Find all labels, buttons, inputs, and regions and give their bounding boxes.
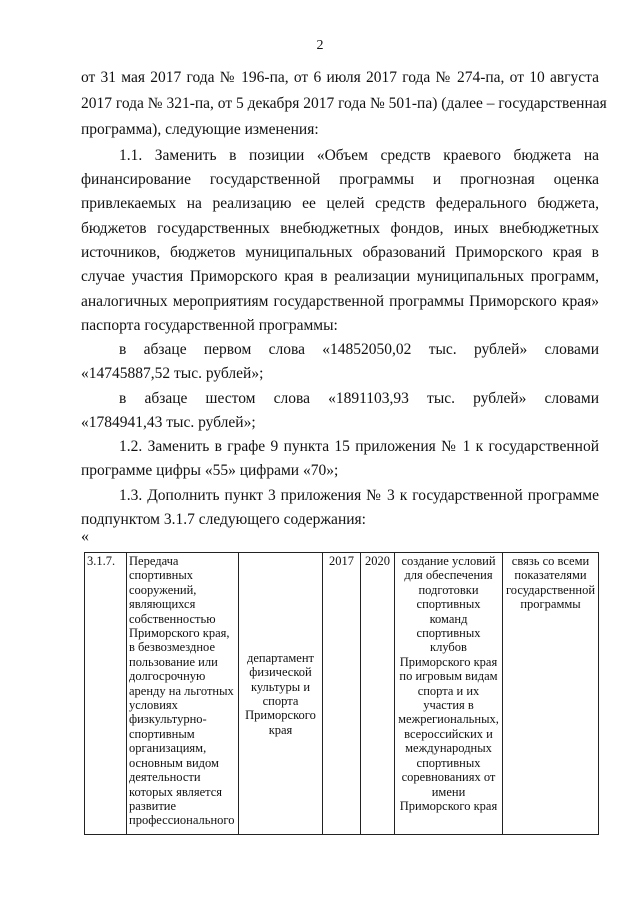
- measure-line: физкультурно-: [129, 712, 207, 727]
- result-line: всероссийских и: [404, 726, 493, 741]
- paragraph-line: «14745887,52 тыс. рублей»;: [81, 365, 264, 382]
- paragraph-line: бюджетов государственных внебюджетных фондов, иных внебюджетных: [81, 220, 599, 237]
- paragraph-line: привлекаемых на реализацию ее целей средств федерального бюджета,: [81, 195, 599, 212]
- department-line: края: [268, 722, 293, 737]
- paragraph-line: от 31 мая 2017 года № 196-па, от 6 июля 2017 года № 274-па, от 10 августа: [81, 69, 599, 86]
- measure-line: сооружений,: [129, 582, 197, 597]
- quote-open-mark: «: [81, 528, 89, 545]
- result-line: межрегиональных,: [398, 712, 499, 727]
- result-line: соревнованиях от: [401, 770, 496, 785]
- result-line: спортивных: [416, 755, 481, 770]
- measure-line: спортивным: [129, 726, 195, 741]
- result-line: спортивных: [416, 626, 481, 641]
- measure-line: развитие: [129, 798, 177, 813]
- result-line: подготовки: [418, 582, 479, 597]
- result-line: создание условий: [401, 554, 496, 568]
- measure-line: деятельности: [129, 770, 201, 785]
- measure-line: пользование или: [129, 654, 218, 669]
- result-line: клубов: [430, 640, 467, 655]
- measure-line: профессионального: [129, 813, 235, 828]
- table-row: [85, 553, 599, 835]
- measure-line: условиях: [129, 698, 178, 713]
- page-number: 2: [316, 38, 324, 53]
- result-line: Приморского края: [399, 798, 498, 813]
- indicator-line: государственной: [505, 582, 596, 597]
- paragraph-line: 2017 года № 321-па, от 5 декабря 2017 года № 501-па) (далее – государственная: [81, 95, 607, 112]
- paragraph-line: 1.2. Заменить в графе 9 пункта 15 приложения № 1 к государственной: [119, 438, 599, 455]
- measure-cell: [127, 553, 239, 835]
- year-end-cell: 2020: [361, 553, 395, 835]
- measure-line: организациям,: [129, 741, 207, 756]
- result-line: участия в: [423, 698, 474, 713]
- paragraph-line: 1.3. Дополнить пункт 3 приложения № 3 к государственной программе: [119, 487, 599, 504]
- year-start-cell: 2017: [323, 553, 361, 835]
- result-line: имени: [431, 784, 466, 799]
- paragraph-line: случае участия Приморского края в реализации муниципальных программ,: [81, 268, 599, 285]
- paragraph-line: источников, бюджетов муниципальных образований Приморского края в: [81, 244, 599, 261]
- paragraph-line: финансирование государственной программы и прогнозная оценка: [81, 171, 599, 188]
- indicator-line: программы: [520, 597, 581, 612]
- paragraph-line: паспорта государственной программы:: [81, 317, 338, 334]
- result-line: международных: [405, 741, 492, 756]
- measure-line: основным видом: [129, 755, 219, 770]
- measure-line: аренду на льготных: [129, 683, 234, 698]
- department-line: спорта: [262, 694, 299, 708]
- result-line: спортивных: [416, 597, 481, 612]
- result-line: по игровым видам: [399, 669, 498, 684]
- measure-line: являющихся: [129, 597, 196, 612]
- result-line: команд: [429, 611, 468, 626]
- result-line: для обеспечения: [404, 568, 493, 583]
- department-line: физической: [249, 665, 312, 680]
- paragraph-line: 1.1. Заменить в позиции «Объем средств краевого бюджета на: [119, 147, 599, 164]
- paragraph-line: программа), следующие изменения:: [81, 121, 319, 138]
- item-number-cell: 3.1.7.: [85, 553, 127, 835]
- measure-line: Передача: [129, 554, 179, 568]
- paragraph-line: в абзаце первом слова «14852050,02 тыс. рублей» словами: [119, 341, 599, 358]
- paragraph-line: подпунктом 3.1.7 следующего содержания:: [81, 511, 366, 528]
- measure-line: которых является: [129, 784, 223, 799]
- department-line: Приморского: [245, 708, 316, 723]
- measure-line: собственностью: [129, 611, 216, 626]
- measure-line: долгосрочную: [129, 669, 206, 684]
- department-cell: [239, 553, 323, 835]
- indicator-cell: [503, 553, 599, 835]
- result-cell: [395, 553, 503, 835]
- measure-line: в безвозмездное: [129, 640, 216, 655]
- measure-line: спортивных: [129, 568, 193, 583]
- paragraph-line: «1784941,43 тыс. рублей»;: [81, 414, 256, 431]
- paragraph-line: в абзаце шестом слова «1891103,93 тыс. рублей» словами: [119, 390, 599, 407]
- measure-line: Приморского края,: [129, 626, 230, 641]
- result-line: Приморского края: [399, 654, 498, 669]
- program-table: [84, 552, 599, 835]
- result-line: спорта и их: [417, 683, 480, 698]
- indicator-line: связь со всеми: [511, 554, 590, 568]
- paragraph-line: программе цифры «55» цифрами «70»;: [81, 462, 339, 479]
- indicator-line: показателями: [514, 568, 587, 583]
- department-line: культуры и: [250, 679, 311, 694]
- department-line: департамент: [246, 650, 314, 665]
- paragraph-line: аналогичных мероприятиям государственной программы Приморского края»: [81, 293, 599, 310]
